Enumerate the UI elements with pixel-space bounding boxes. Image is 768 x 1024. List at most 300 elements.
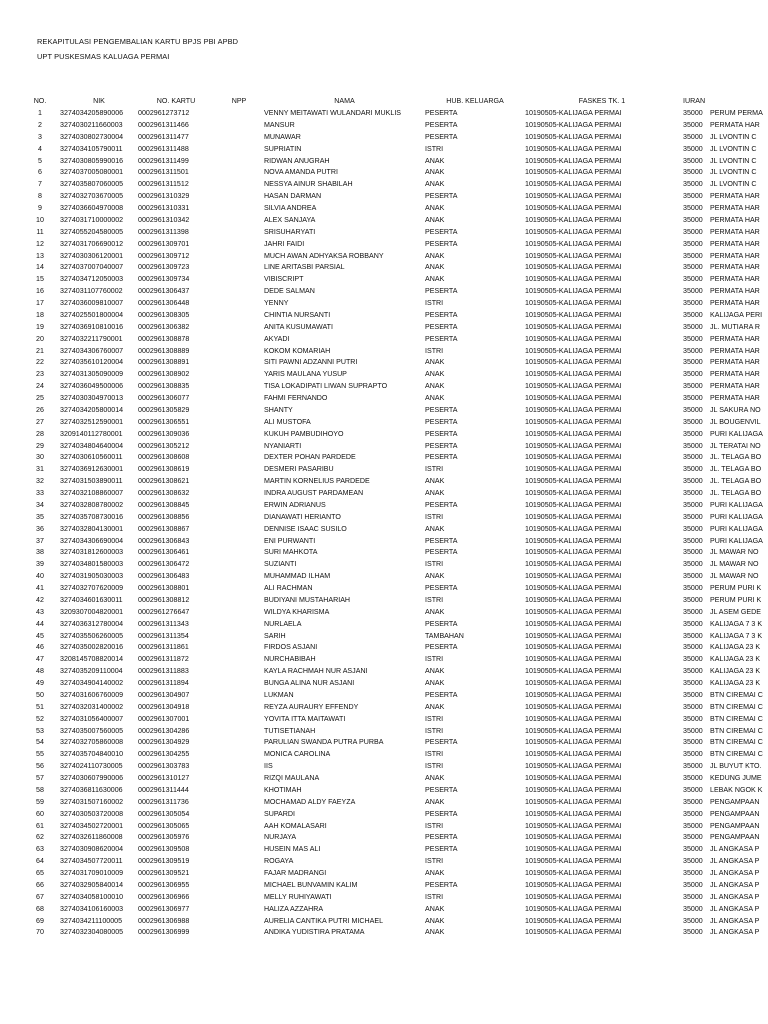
table-row <box>20 488 768 500</box>
alamat-value: KEDUNG JUME <box>710 774 762 782</box>
table-row <box>20 690 768 702</box>
table-row <box>20 702 768 714</box>
column-header-iuran: IURAN <box>683 97 706 105</box>
table-row <box>20 524 768 536</box>
nama-cell: DEXTER POHAN PARDEDE <box>264 453 356 462</box>
alamat-value: PERMATA HAR <box>710 370 760 379</box>
table-row <box>20 381 768 393</box>
alamat-value: PURI KALIJAGA <box>710 524 763 533</box>
hub-cell: ANAK <box>425 263 445 272</box>
row-number: 15 <box>36 275 44 284</box>
alamat-value: JL. TELAGA BO <box>710 477 762 486</box>
row-number: 44 <box>36 619 44 628</box>
hub-cell: ANAK <box>425 774 445 782</box>
alamat-value: PENGAMPAAN <box>710 821 760 830</box>
row-number: 67 <box>36 892 44 901</box>
iuran-value: 35000 <box>683 275 703 284</box>
iuran-cell <box>679 488 768 500</box>
kartu-cell: 0002961309723 <box>138 263 190 272</box>
iuran-cell <box>679 381 768 393</box>
nama-cell: FAJAR MADRANGI <box>264 869 327 877</box>
table-row <box>20 927 768 939</box>
row-number: 66 <box>36 880 44 889</box>
row-number: 28 <box>36 429 44 438</box>
table-row <box>20 464 768 476</box>
nik-cell: 3274034306690004 <box>60 536 124 545</box>
iuran-cell <box>679 844 768 856</box>
row-number: 35 <box>36 512 44 521</box>
nik-cell: 3274036049500006 <box>60 382 124 391</box>
alamat-value: JL LVONTIN C <box>710 156 757 165</box>
row-number: 45 <box>36 631 44 640</box>
alamat-value: PERMATA HAR <box>710 239 760 248</box>
row-number: 25 <box>36 394 44 402</box>
nama-cell: SUPARDI <box>264 809 296 818</box>
iuran-value: 35000 <box>683 441 703 450</box>
row-number: 64 <box>36 857 44 866</box>
hub-cell: ISTRI <box>425 595 444 604</box>
faskes-cell: 10190505-KALIJAGA PERMAI <box>525 833 622 842</box>
npp-cell <box>214 547 264 559</box>
kartu-cell: 0002961305212 <box>138 441 190 450</box>
nik-cell: 3274032905840014 <box>60 880 124 889</box>
row-number: 58 <box>36 785 44 794</box>
iuran-cell <box>679 654 768 666</box>
nik-cell: 3274035704840010 <box>60 750 124 759</box>
hub-cell: PESERTA <box>425 643 458 652</box>
iuran-cell <box>679 856 768 868</box>
nik-cell: 3274032611860008 <box>60 833 123 842</box>
npp-cell <box>214 452 264 464</box>
kartu-cell: 0002961308856 <box>138 512 190 521</box>
alamat-value: PERMATA HAR <box>710 263 760 272</box>
iuran-cell <box>679 619 768 631</box>
table-row <box>20 595 768 607</box>
hub-cell: PESERTA <box>425 738 458 747</box>
npp-cell <box>214 381 264 393</box>
table-row <box>20 512 768 524</box>
iuran-value: 35000 <box>683 560 703 569</box>
kartu-cell: 0002961306483 <box>138 572 190 581</box>
faskes-cell: 10190505-KALIJAGA PERMAI <box>525 275 622 284</box>
iuran-cell <box>679 239 768 251</box>
iuran-value: 35000 <box>683 643 703 652</box>
nik-cell: 3274036910810016 <box>60 322 124 331</box>
npp-cell <box>214 773 264 785</box>
nik-cell: 3274031507160002 <box>60 797 124 806</box>
nik-cell: 3208145708820014 <box>60 655 124 664</box>
nik-cell: 3274032703670005 <box>60 192 124 201</box>
npp-cell <box>214 156 264 168</box>
nama-cell: WILDYA KHARISMA <box>264 607 330 616</box>
faskes-cell: 10190505-KALIJAGA PERMAI <box>525 346 622 355</box>
nik-cell: 3274036604970008 <box>60 204 124 212</box>
row-number: 62 <box>36 833 44 842</box>
npp-cell <box>214 524 264 536</box>
iuran-value: 35000 <box>683 156 703 165</box>
faskes-cell: 10190505-KALIJAGA PERMAI <box>525 738 622 747</box>
faskes-cell: 10190505-KALIJAGA PERMAI <box>525 762 622 771</box>
npp-cell <box>214 595 264 607</box>
alamat-value: JL LVONTIN C <box>710 144 757 153</box>
iuran-cell <box>679 749 768 761</box>
iuran-cell <box>679 666 768 678</box>
nik-cell: 3274034205800014 <box>60 405 124 414</box>
kartu-cell: 0002961311501 <box>138 168 189 177</box>
alamat-value: PURI KALIJAGA <box>710 536 763 545</box>
iuran-value: 35000 <box>683 215 703 224</box>
nama-cell: RIDWAN ANUGRAH <box>264 156 330 165</box>
iuran-value: 35000 <box>683 299 703 307</box>
alamat-value: KALIJAGA 7 3 K <box>710 619 763 628</box>
iuran-value: 35000 <box>683 702 703 711</box>
kartu-cell: 0002961308608 <box>138 453 190 462</box>
nik-cell: 3274031812600003 <box>60 548 124 557</box>
iuran-cell <box>679 452 768 464</box>
nama-cell: ANDIKA YUDISTIRA PRATAMA <box>264 928 365 937</box>
npp-cell <box>214 369 264 381</box>
faskes-cell: 10190505-KALIJAGA PERMAI <box>525 785 622 794</box>
nama-cell: AAH KOMALASARI <box>264 821 327 830</box>
row-number: 49 <box>36 679 44 687</box>
hub-cell: PESERTA <box>425 287 458 296</box>
iuran-cell <box>679 500 768 512</box>
nama-cell: CHINTIA NURSANTI <box>264 310 331 319</box>
nama-cell: SUZIANTI <box>264 560 297 569</box>
table-row <box>20 156 768 168</box>
table-row <box>20 571 768 583</box>
npp-cell <box>214 832 264 844</box>
kartu-cell: 0002961308845 <box>138 500 190 509</box>
nik-cell: 3274030211660003 <box>60 120 123 129</box>
alamat-value: KALIJAGA 23 K <box>710 679 761 687</box>
table-row <box>20 536 768 548</box>
nik-cell: 3274034205890006 <box>60 109 124 117</box>
kartu-cell: 0002961306843 <box>138 536 190 545</box>
iuran-cell <box>679 536 768 548</box>
kartu-cell: 0002961306955 <box>138 880 190 889</box>
nama-cell: PARULIAN SWANDA PUTRA PURBA <box>264 738 384 747</box>
table-row <box>20 452 768 464</box>
nama-cell: SUPRIATIN <box>264 144 302 153</box>
faskes-cell: 10190505-KALIJAGA PERMAI <box>525 892 622 901</box>
iuran-value: 35000 <box>683 524 703 533</box>
faskes-cell: 10190505-KALIJAGA PERMAI <box>525 322 622 331</box>
iuran-value: 35000 <box>683 334 703 343</box>
iuran-value: 35000 <box>683 322 703 331</box>
alamat-value: PERMATA HAR <box>710 346 760 355</box>
faskes-cell: 10190505-KALIJAGA PERMAI <box>525 168 622 177</box>
alamat-value: PENGAMPAAN <box>710 833 760 842</box>
iuran-cell <box>679 441 768 453</box>
hub-cell: ISTRI <box>425 892 444 901</box>
kartu-cell: 0002961310331 <box>138 204 190 212</box>
kartu-cell: 0002961304286 <box>138 726 190 735</box>
alamat-value: KALIJAGA 23 K <box>710 655 761 664</box>
row-number: 39 <box>36 560 44 569</box>
iuran-value: 35000 <box>683 477 703 486</box>
kartu-cell: 0002961306988 <box>138 916 190 925</box>
table-row <box>20 607 768 619</box>
npp-cell <box>214 215 264 227</box>
hub-cell: PESERTA <box>425 500 458 509</box>
alamat-value: PERMATA HAR <box>710 382 760 391</box>
alamat-value: PERMATA HAR <box>710 251 760 260</box>
row-number: 61 <box>36 821 44 830</box>
alamat-value: JL. TELAGA BO <box>710 453 762 462</box>
table-row <box>20 227 768 239</box>
kartu-cell: 0002961304255 <box>138 750 190 759</box>
nik-cell: 3274032031400002 <box>60 702 124 711</box>
alamat-value: LEBAK NGOK K <box>710 785 763 794</box>
hub-cell: ANAK <box>425 679 445 687</box>
npp-cell <box>214 536 264 548</box>
table-row <box>20 619 768 631</box>
nik-cell: 3274034507720011 <box>60 857 123 866</box>
kartu-cell: 0002961306382 <box>138 322 190 331</box>
iuran-cell <box>679 797 768 809</box>
kartu-cell: 0002961308801 <box>138 584 190 592</box>
kartu-cell: 0002961311343 <box>138 619 189 628</box>
npp-cell <box>214 512 264 524</box>
npp-cell <box>214 108 264 120</box>
faskes-cell: 10190505-KALIJAGA PERMAI <box>525 690 622 699</box>
kartu-cell: 0002961308891 <box>138 358 190 367</box>
kartu-cell: 0002961304918 <box>138 702 190 711</box>
faskes-cell: 10190505-KALIJAGA PERMAI <box>525 524 622 533</box>
row-number: 17 <box>36 299 44 307</box>
faskes-cell: 10190505-KALIJAGA PERMAI <box>525 572 622 581</box>
npp-cell <box>214 904 264 916</box>
npp-cell <box>214 464 264 476</box>
row-number: 6 <box>38 168 42 177</box>
table-row <box>20 642 768 654</box>
table-row <box>20 892 768 904</box>
nik-cell: 3274034211100005 <box>60 916 123 925</box>
hub-cell: TAMBAHAN <box>425 631 464 640</box>
table-row <box>20 108 768 120</box>
faskes-cell: 10190505-KALIJAGA PERMAI <box>525 144 622 153</box>
table-row <box>20 310 768 322</box>
iuran-value: 35000 <box>683 144 703 153</box>
hub-cell: PESERTA <box>425 690 458 699</box>
table-row <box>20 167 768 179</box>
table-row <box>20 856 768 868</box>
hub-cell: ISTRI <box>425 512 444 521</box>
faskes-cell: 10190505-KALIJAGA PERMAI <box>525 643 622 652</box>
nik-cell: 3274032304080005 <box>60 928 124 937</box>
row-number: 31 <box>36 465 44 474</box>
nama-cell: MUCH AWAN ADHYAKSA ROBBANY <box>264 251 384 260</box>
nama-cell: REYZA AURAURY EFFENDY <box>264 702 359 711</box>
nik-cell: 3274036912630001 <box>60 465 124 474</box>
faskes-cell: 10190505-KALIJAGA PERMAI <box>525 180 622 189</box>
row-number: 42 <box>36 595 44 604</box>
row-number: 43 <box>36 607 44 616</box>
iuran-cell <box>679 607 768 619</box>
faskes-cell: 10190505-KALIJAGA PERMAI <box>525 370 622 379</box>
faskes-cell: 10190505-KALIJAGA PERMAI <box>525 109 622 117</box>
iuran-value: 35000 <box>683 607 703 616</box>
faskes-cell: 10190505-KALIJAGA PERMAI <box>525 215 622 224</box>
column-header-kartu: NO. KARTU <box>156 97 196 105</box>
iuran-cell <box>679 132 768 144</box>
hub-cell: PESERTA <box>425 405 458 414</box>
npp-cell <box>214 737 264 749</box>
nama-cell: NURCHABIBAH <box>264 655 316 664</box>
npp-cell <box>214 631 264 643</box>
nama-cell: BUNGA ALINA NUR ASJANI <box>264 679 355 687</box>
npp-cell <box>214 476 264 488</box>
hub-cell: ISTRI <box>425 726 444 735</box>
hub-cell: ANAK <box>425 168 445 177</box>
kartu-cell: 0002961306977 <box>138 904 190 913</box>
alamat-value: JL. TELAGA BO <box>710 465 762 474</box>
iuran-cell <box>679 322 768 334</box>
faskes-cell: 10190505-KALIJAGA PERMAI <box>525 251 622 260</box>
faskes-cell: 10190505-KALIJAGA PERMAI <box>525 702 622 711</box>
row-number: 60 <box>36 809 44 818</box>
npp-cell <box>214 298 264 310</box>
alamat-value: JL. TELAGA BO <box>710 489 762 497</box>
npp-cell <box>214 227 264 239</box>
iuran-cell <box>679 832 768 844</box>
faskes-cell: 10190505-KALIJAGA PERMAI <box>525 192 622 201</box>
kartu-cell: 0002961309712 <box>138 251 190 260</box>
hub-cell: ISTRI <box>425 346 444 355</box>
nik-cell: 3274034058100010 <box>60 892 124 901</box>
alamat-value: BTN CIREMAI C <box>710 750 763 759</box>
nik-cell: 3274030503720008 <box>60 809 124 818</box>
npp-cell <box>214 702 264 714</box>
row-number: 26 <box>36 405 44 414</box>
table-row <box>20 916 768 928</box>
npp-cell <box>214 191 264 203</box>
alamat-value: KALIJAGA 7 3 K <box>710 631 763 640</box>
nik-cell: 3274030607990006 <box>60 774 124 782</box>
nama-cell: AURELIA CANTIKA PUTRI MICHAEL <box>264 916 384 925</box>
nik-cell: 3209307004820001 <box>60 607 124 616</box>
alamat-value: JL TERATAI NO <box>710 441 761 450</box>
nama-cell: SRISUHARYATI <box>264 227 316 236</box>
npp-cell <box>214 797 264 809</box>
nik-cell: 3274036009810007 <box>60 299 124 307</box>
iuran-cell <box>679 583 768 595</box>
iuran-cell <box>679 714 768 726</box>
iuran-cell <box>679 927 768 939</box>
npp-cell <box>214 310 264 322</box>
alamat-value: JL ANGKASA P <box>710 880 760 889</box>
faskes-cell: 10190505-KALIJAGA PERMAI <box>525 548 622 557</box>
iuran-cell <box>679 773 768 785</box>
npp-cell <box>214 868 264 880</box>
nama-cell: KOKOM KOMARIAH <box>264 346 331 355</box>
nik-cell: 3274055204580005 <box>60 227 124 236</box>
iuran-cell <box>679 464 768 476</box>
kartu-cell: 0002961311354 <box>138 631 189 640</box>
kartu-cell: 0002961311736 <box>138 797 189 806</box>
iuran-value: 35000 <box>683 619 703 628</box>
row-number: 24 <box>36 382 44 391</box>
iuran-cell <box>679 559 768 571</box>
nik-cell: 3274037007040007 <box>60 263 124 272</box>
hub-cell: ANAK <box>425 370 445 379</box>
iuran-value: 35000 <box>683 512 703 521</box>
table-row <box>20 286 768 298</box>
row-number: 54 <box>36 738 44 747</box>
alamat-value: KALIJAGA 23 K <box>710 643 761 652</box>
nik-cell: 3274031709010009 <box>60 869 124 877</box>
nik-cell: 3274034502720001 <box>60 821 124 830</box>
nik-cell: 3274030304970013 <box>60 394 124 402</box>
iuran-cell <box>679 191 768 203</box>
nama-cell: HASAN DARMAN <box>264 192 322 201</box>
row-number: 65 <box>36 869 44 877</box>
iuran-cell <box>679 346 768 358</box>
row-number: 7 <box>38 180 42 189</box>
iuran-value: 35000 <box>683 774 703 782</box>
nama-cell: VENNY MEITAWATI WULANDARI MUKLIS <box>264 109 402 117</box>
kartu-cell: 0002961308878 <box>138 334 190 343</box>
faskes-cell: 10190505-KALIJAGA PERMAI <box>525 156 622 165</box>
npp-cell <box>214 571 264 583</box>
npp-cell <box>214 642 264 654</box>
nama-cell: SURI MAHKOTA <box>264 548 318 557</box>
kartu-cell: 0002961273712 <box>138 109 190 117</box>
kartu-cell: 0002961311861 <box>138 643 189 652</box>
row-number: 10 <box>36 215 44 224</box>
faskes-cell: 10190505-KALIJAGA PERMAI <box>525 287 622 296</box>
alamat-value: JL LVONTIN C <box>710 132 757 141</box>
iuran-value: 35000 <box>683 453 703 462</box>
iuran-cell <box>679 476 768 488</box>
nama-cell: YENNY <box>264 299 289 307</box>
kartu-cell: 0002961303783 <box>138 762 190 771</box>
nik-cell: 3274030802730004 <box>60 132 124 141</box>
iuran-cell <box>679 251 768 263</box>
kartu-cell: 0002961308835 <box>138 382 190 391</box>
row-number: 56 <box>36 762 44 771</box>
iuran-value: 35000 <box>683 857 703 866</box>
alamat-value: PENGAMPAAN <box>710 797 760 806</box>
nama-cell: YOVITA ITTA MAITAWATI <box>264 714 346 723</box>
table-row <box>20 476 768 488</box>
alamat-value: JL BUYUT KTO. <box>710 762 762 771</box>
nama-cell: INDRA AUGUST PARDAMEAN <box>264 489 364 497</box>
iuran-cell <box>679 405 768 417</box>
iuran-cell <box>679 108 768 120</box>
npp-cell <box>214 441 264 453</box>
row-number: 38 <box>36 548 44 557</box>
row-number: 12 <box>36 239 44 248</box>
table-row <box>20 880 768 892</box>
table-row <box>20 393 768 405</box>
table-row <box>20 132 768 144</box>
faskes-cell: 10190505-KALIJAGA PERMAI <box>525 453 622 462</box>
column-header-hub: HUB. KELUARGA <box>446 97 504 105</box>
nama-cell: DENNISE ISAAC SUSILO <box>264 524 347 533</box>
kartu-cell: 0002961311488 <box>138 144 189 153</box>
kartu-cell: 0002961306077 <box>138 394 190 402</box>
iuran-value: 35000 <box>683 227 703 236</box>
hub-cell: ANAK <box>425 156 445 165</box>
nama-cell: ALEX SANJAYA <box>264 215 316 224</box>
npp-cell <box>214 690 264 702</box>
iuran-cell <box>679 678 768 690</box>
nik-cell: 3274031305090009 <box>60 370 124 379</box>
npp-cell <box>214 892 264 904</box>
iuran-cell <box>679 821 768 833</box>
